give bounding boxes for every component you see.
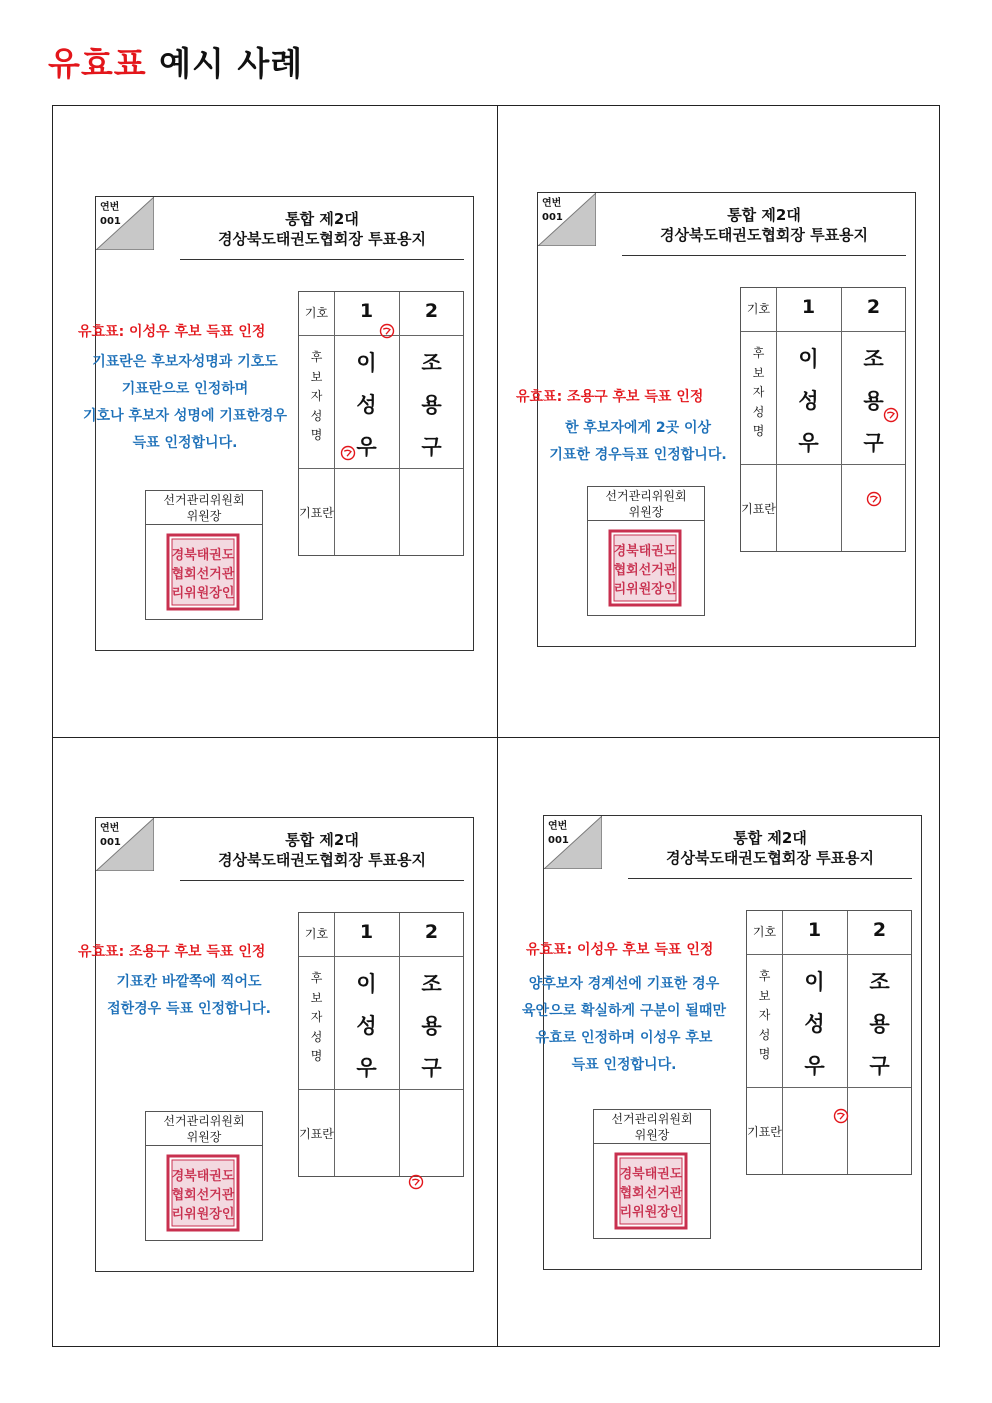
candidate-number-2: 2: [424, 300, 439, 322]
candidate-name-2: [399, 963, 464, 1089]
table-line: [741, 464, 905, 465]
label-char: 자: [310, 389, 323, 403]
table-line: [741, 331, 905, 332]
table-line: [299, 468, 463, 469]
explanation-line: 득표 인정합니다.: [571, 1057, 677, 1073]
title-underline: [180, 880, 464, 881]
ballot-title-line2: 경상북도태권도협회장 투표용지: [659, 226, 869, 244]
explanation-note-1: [83, 349, 287, 457]
label-char: 명: [758, 1047, 771, 1061]
commission-title: [146, 1112, 262, 1146]
name-char: 구: [421, 435, 442, 459]
name-char: 우: [356, 435, 377, 459]
svg-text:협회선거관: 협회선거관: [613, 563, 677, 578]
ballot-title-line1: 통합 제2대: [285, 831, 359, 849]
serial-value: 001: [100, 216, 121, 227]
label-char: 보: [752, 365, 765, 380]
vote-stamp-icon: [866, 491, 882, 507]
grid-divider-vertical: [497, 106, 498, 1346]
name-char: 조: [869, 970, 890, 994]
label-char: 성: [752, 404, 765, 419]
label-char: 명: [310, 428, 323, 442]
label-char: 명: [752, 424, 765, 438]
name-char: 이: [804, 970, 825, 994]
name-char: 용: [869, 1012, 890, 1036]
serial-label: 연번: [100, 823, 120, 834]
name-char: 이: [356, 351, 377, 375]
serial-number: [542, 197, 563, 225]
candidate-name-2: [841, 338, 906, 464]
serial-value: 001: [542, 212, 563, 223]
serial-label: 연번: [548, 821, 568, 832]
page-title: [48, 38, 303, 85]
election-commission-box: [145, 490, 263, 620]
ballot-title: [634, 205, 894, 245]
vote-stamp-icon: [833, 1108, 849, 1124]
verdict-note-1: 유효표: 이성우 후보 득표 인정: [78, 324, 266, 340]
commission-line1: 선거관리위원회: [611, 1112, 693, 1126]
mark-column-label: 기표란: [299, 1127, 334, 1141]
name-char: 성: [798, 389, 819, 413]
commission-title: [146, 491, 262, 525]
explanation-line: 육안으로 확실하게 구분이 될때만: [522, 1003, 726, 1019]
svg-text:리위원장인: 리위원장인: [171, 586, 235, 601]
mark-column-label: 기표란: [741, 502, 776, 516]
title-underline: [180, 259, 464, 260]
candidate-name-label: [747, 967, 782, 1065]
serial-value: 001: [100, 837, 121, 848]
candidate-number-1: 1: [801, 296, 816, 318]
serial-label: 연번: [542, 198, 562, 209]
name-char: 조: [421, 972, 442, 996]
label-char: 성: [310, 408, 323, 423]
election-commission-box: [145, 1111, 263, 1241]
name-char: 이: [356, 972, 377, 996]
name-char: 조: [863, 347, 884, 371]
commission-line2: 위원장: [186, 1130, 222, 1144]
candidate-number-1: 1: [359, 300, 374, 322]
ballot-title: [192, 209, 452, 249]
explanation-line: 득표 인정합니다.: [132, 435, 238, 451]
label-char: 후: [758, 969, 771, 983]
vote-stamp-icon: [408, 1174, 424, 1190]
svg-text:리위원장인: 리위원장인: [619, 1205, 683, 1220]
label-char: 자: [758, 1008, 771, 1022]
explanation-line: 접한경우 득표 인정합니다.: [107, 1001, 271, 1017]
svg-text:경북태권도: 경북태권도: [171, 1169, 235, 1184]
name-char: 우: [356, 1056, 377, 1080]
explanation-note-2: [549, 415, 726, 469]
label-char: 후: [310, 350, 323, 364]
explanation-line: 기호나 후보자 성명에 기표한경우: [83, 408, 287, 424]
name-char: 성: [356, 1014, 377, 1038]
explanation-line: 기표한 경우득표 인정합니다.: [549, 447, 727, 463]
candidate-name-1: [334, 963, 399, 1089]
svg-text:협회선거관: 협회선거관: [171, 567, 235, 582]
explanation-line: 기표란으로 인정하며: [121, 381, 249, 397]
explanation-line: 한 후보자에게 2곳 이상: [564, 420, 712, 436]
grid-divider-horizontal: [53, 737, 939, 738]
ballot-title-line1: 통합 제2대: [285, 210, 359, 228]
candidate-name-2: [399, 342, 464, 468]
official-seal: [166, 1154, 240, 1232]
code-label: 기호: [752, 925, 777, 939]
title-underline: [628, 878, 912, 879]
candidate-number-2: 2: [872, 919, 887, 941]
label-char: 보: [758, 988, 771, 1003]
name-char: 용: [421, 393, 442, 417]
verdict-note-4: 유효표: 이성우 후보 득표 인정: [526, 942, 714, 958]
vote-stamp-icon: [340, 445, 356, 461]
serial-label: 연번: [100, 202, 120, 213]
official-seal: [166, 533, 240, 611]
ballot-title-line1: 통합 제2대: [727, 206, 801, 224]
label-char: 자: [752, 385, 765, 399]
table-line: [299, 1089, 463, 1090]
name-char: 조: [421, 351, 442, 375]
serial-value: 001: [548, 835, 569, 846]
ballot-title: [192, 830, 452, 870]
explanation-line: 기표칸 바깥쪽에 찍어도: [116, 974, 262, 990]
name-char: 성: [804, 1012, 825, 1036]
svg-text:경북태권도: 경북태권도: [613, 544, 677, 559]
candidate-table: [746, 910, 912, 1175]
svg-text:협회선거관: 협회선거관: [619, 1186, 683, 1201]
commission-line2: 위원장: [634, 1128, 670, 1142]
commission-title: [594, 1110, 710, 1144]
svg-text:경북태권도: 경북태권도: [171, 548, 235, 563]
table-line: [747, 954, 911, 955]
code-label: 기호: [304, 927, 329, 941]
candidate-name-1: [782, 961, 847, 1087]
ballot-paper-3: [95, 817, 474, 1272]
candidate-name-label: [299, 348, 334, 446]
vote-stamp-icon: [883, 407, 899, 423]
explanation-line: 유효로 인정하며 이성우 후보: [535, 1030, 713, 1046]
candidate-table: [298, 912, 464, 1177]
verdict-note-3: 유효표: 조용구 후보 득표 인정: [78, 944, 266, 960]
candidate-table: [740, 287, 906, 552]
commission-line1: 선거관리위원회: [605, 489, 687, 503]
commission-title: [588, 487, 704, 521]
candidate-name-2: [847, 961, 912, 1087]
page-title-rest: 예시 사례: [159, 44, 304, 83]
ballot-title-line2: 경상북도태권도협회장 투표용지: [217, 851, 427, 869]
commission-line1: 선거관리위원회: [163, 1114, 245, 1128]
ballot-title-line2: 경상북도태권도협회장 투표용지: [217, 230, 427, 248]
label-char: 후: [310, 971, 323, 985]
commission-line1: 선거관리위원회: [163, 493, 245, 507]
svg-text:리위원장인: 리위원장인: [171, 1207, 235, 1222]
commission-line2: 위원장: [628, 505, 664, 519]
candidate-number-1: 1: [807, 919, 822, 941]
explanation-note-4: [522, 971, 726, 1079]
svg-text:리위원장인: 리위원장인: [613, 582, 677, 597]
serial-number: [100, 822, 121, 850]
name-char: 성: [356, 393, 377, 417]
label-char: 성: [310, 1029, 323, 1044]
table-line: [747, 1087, 911, 1088]
vote-stamp-icon: [379, 323, 395, 339]
label-char: 보: [310, 369, 323, 384]
mark-column-label: 기표란: [747, 1125, 782, 1139]
election-commission-box: [587, 486, 705, 616]
name-char: 우: [798, 431, 819, 455]
name-char: 구: [869, 1054, 890, 1078]
title-underline: [622, 255, 906, 256]
election-commission-box: [593, 1109, 711, 1239]
candidate-name-label: [741, 344, 776, 442]
candidate-name-1: [776, 338, 841, 464]
name-char: 용: [863, 389, 884, 413]
candidate-number-1: 1: [359, 921, 374, 943]
explanation-line: 양후보자 경계선에 기표한 경우: [528, 976, 720, 992]
label-char: 성: [758, 1027, 771, 1042]
svg-text:협회선거관: 협회선거관: [171, 1188, 235, 1203]
verdict-note-2: 유효표: 조용구 후보 득표 인정: [516, 389, 704, 405]
ballot-title-line2: 경상북도태권도협회장 투표용지: [665, 849, 875, 867]
explanation-line: 기표란은 후보자성명과 기호도: [92, 354, 278, 370]
serial-number: [548, 820, 569, 848]
name-char: 이: [798, 347, 819, 371]
mark-column-label: 기표란: [299, 506, 334, 520]
ballot-title-line1: 통합 제2대: [733, 829, 807, 847]
label-char: 자: [310, 1010, 323, 1024]
official-seal: [608, 529, 682, 607]
official-seal: [614, 1152, 688, 1230]
serial-number: [100, 201, 121, 229]
name-char: 구: [863, 431, 884, 455]
name-char: 우: [804, 1054, 825, 1078]
ballot-title: [640, 828, 900, 868]
code-label: 기호: [304, 306, 329, 320]
label-char: 보: [310, 990, 323, 1005]
explanation-note-3: [107, 969, 271, 1023]
label-char: 명: [310, 1049, 323, 1063]
candidate-number-2: 2: [866, 296, 881, 318]
name-char: 구: [421, 1056, 442, 1080]
page-title-valid: 유효표: [48, 44, 147, 83]
candidate-number-2: 2: [424, 921, 439, 943]
name-char: 용: [421, 1014, 442, 1038]
code-label: 기호: [746, 302, 771, 316]
table-line: [299, 956, 463, 957]
commission-line2: 위원장: [186, 509, 222, 523]
label-char: 후: [752, 346, 765, 360]
svg-text:경북태권도: 경북태권도: [619, 1167, 683, 1182]
candidate-name-label: [299, 969, 334, 1067]
